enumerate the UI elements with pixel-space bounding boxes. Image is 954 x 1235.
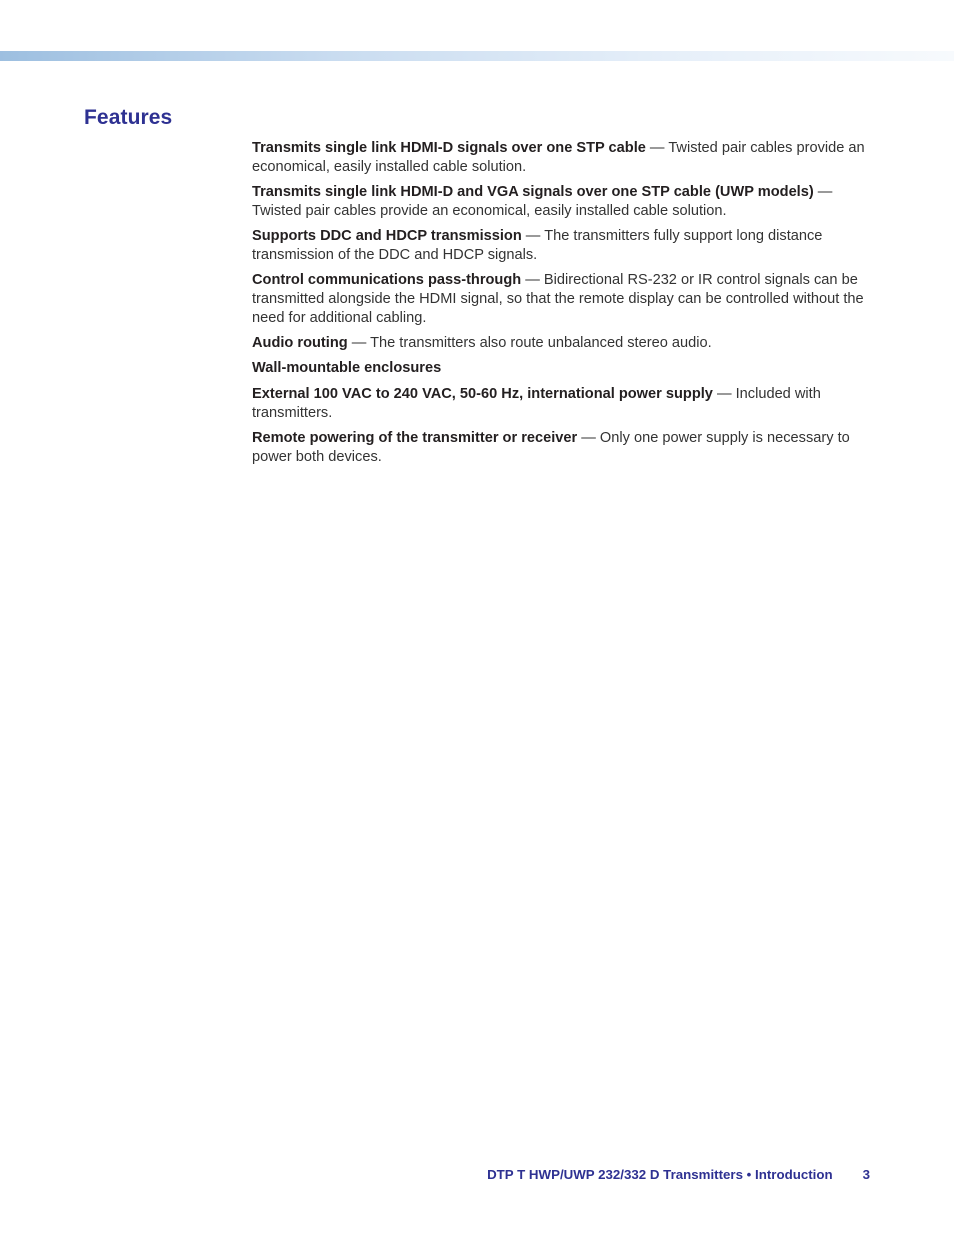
feature-item — [252, 139, 872, 177]
page-number: 3 — [862, 1167, 870, 1182]
header-gradient-band — [0, 51, 954, 61]
feature-term: Wall-mountable enclosures — [252, 360, 442, 377]
feature-description: — Bidirectional RS-232 or IR control signals can be transmitted alongside the HDMI signal, so that the remote display can be controlled without the need for additional cabling. — [252, 272, 864, 326]
feature-description: — Twisted pair cables provide an economical, easily installed cable solution. — [252, 184, 833, 219]
feature-item — [252, 359, 872, 378]
feature-description: — Twisted pair cables provide an economical, easily installed cable solution. — [252, 140, 865, 175]
feature-item — [252, 271, 872, 327]
feature-item — [252, 334, 872, 353]
feature-term: Remote powering of the transmitter or receiver — [252, 429, 578, 446]
feature-item — [252, 183, 872, 221]
feature-term: Control communications pass-through — [252, 272, 522, 289]
feature-term: Supports DDC and HDCP transmission — [252, 228, 522, 245]
feature-term: Audio routing — [252, 335, 348, 352]
feature-item — [252, 429, 872, 467]
footer-title: DTP T HWP/UWP 232/332 D Transmitters • Introduction — [487, 1167, 833, 1182]
feature-term: External 100 VAC to 240 VAC, 50-60 Hz, international power supply — [252, 385, 713, 402]
feature-item — [252, 385, 872, 423]
feature-item — [252, 227, 872, 265]
feature-term: Transmits single link HDMI-D and VGA signals over one STP cable (UWP models) — [252, 184, 814, 201]
feature-list — [252, 139, 872, 473]
feature-description: — Only one power supply is necessary to power both devices. — [252, 429, 850, 465]
section-title: Features — [84, 106, 173, 129]
feature-term: Transmits single link HDMI-D signals over one STP cable — [252, 140, 646, 156]
feature-description: — The transmitters fully support long distance transmission of the DDC and HDCP signals. — [252, 228, 823, 263]
feature-description: — Included with transmitters. — [252, 385, 821, 421]
feature-description: — The transmitters also route unbalanced stereo audio. — [347, 335, 712, 352]
page-footer — [0, 1167, 870, 1182]
